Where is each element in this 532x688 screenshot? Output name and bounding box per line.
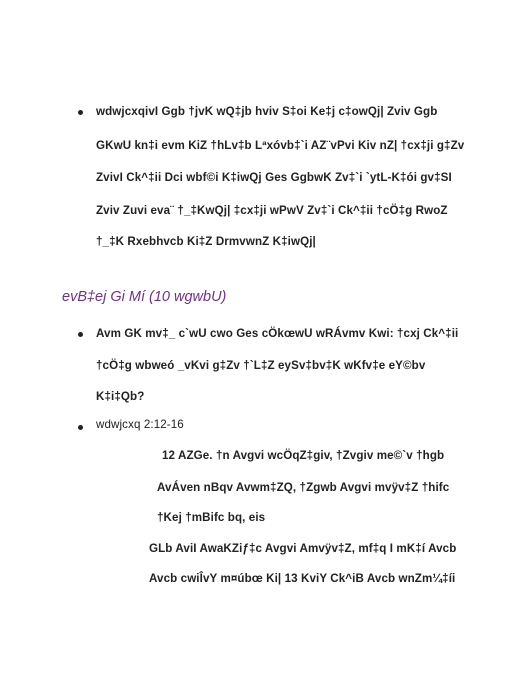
paragraph-line: Zviv Zuvi eva¨ †_‡KwQj| ‡cx‡ji wPwV Zv‡`i Ck^‡ii †cÖ‡g RwoZ [96,204,448,217]
scripture-reference: wdwjcxq 2:12-16 [96,418,184,431]
section-heading: evB‡ej Gi Mí (10 wgwbU) [62,289,227,305]
verse-line: AvÁven nBqv Avwm‡ZQ, †Zgwb Avgvi mvÿv‡Z †hifc [157,481,450,494]
bullet-icon [78,110,83,115]
verse-line: †Kej †mBifc bq, eis [157,511,266,524]
question-line: Avm GK mv‡_ c`wU cwo Ges cÖkœwU wRÁvmv Kwi: †cxj Ck^‡ii [96,327,459,340]
verse-line: GLb AviI AwaKZiƒ‡c Avgvi Amvÿv‡Z, mf‡q I mK‡í Avcb [149,542,457,555]
bullet-icon [78,332,83,337]
question-line: †cÖ‡g wbweó _vKvi g‡Zv †`L‡Z eySv‡bv‡K wKfv‡e eY©bv [96,359,426,372]
paragraph-line: wdwjcxqivI Ggb †jvK wQ‡jb hviv S‡oi Ke‡j c‡owQj| Zviv Ggb [96,105,438,118]
verse-line: Avcb cwiÎvY m¤úbœ Ki| 13 KviY Ck^iB Avcb wnZm¼‡íi [149,572,456,585]
paragraph-line: †_‡K Rxebhvcb Ki‡Z DrmvwnZ K‡iwQj| [96,235,316,248]
verse-line: 12 AZGe. †n Avgvi wcÖqZ‡giv, †Zvgiv me©`v †hgb [162,449,445,462]
bullet-icon [78,425,83,430]
question-line: K‡i‡Qb? [96,390,145,403]
paragraph-line: ZvivI Ck^‡ii Dci wbf©i K‡iwQj Ges GgbwK Zv‡`i `ytL-K‡ói gv‡SI [96,171,452,184]
paragraph-line: GKwU kn‡i evm KiZ †hLv‡b Lªxóvb‡`i AZ¨vPvi Kiv nZ| †cx‡ji g‡Zv [96,139,465,152]
